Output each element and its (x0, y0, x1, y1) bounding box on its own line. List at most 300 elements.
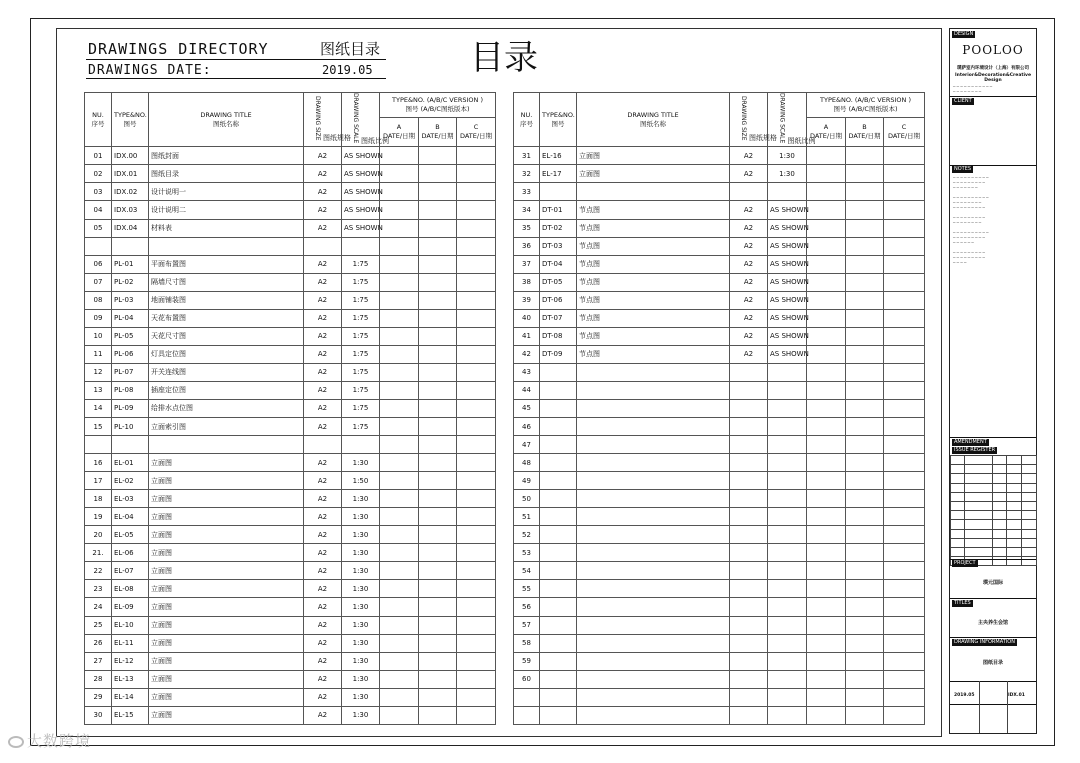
cell-no: 07 (85, 273, 112, 291)
cell-type: PL-09 (112, 399, 149, 417)
cell-type: EL-13 (112, 670, 149, 688)
cell-version-a (807, 616, 846, 634)
cell-size: A2 (730, 165, 768, 183)
cell-no: 43 (514, 363, 540, 381)
cell-title: 隔墙尺寸图 (149, 273, 304, 291)
cell-title (577, 580, 730, 598)
cell-size (730, 706, 768, 724)
cell-scale (768, 562, 807, 580)
cell-no: 10 (85, 327, 112, 345)
cell-scale: 1:75 (342, 309, 380, 327)
table-row (514, 472, 925, 490)
cell-version-a (380, 472, 419, 490)
cell-version-a (807, 634, 846, 652)
cell-version-c (884, 634, 925, 652)
cell-version-c (884, 327, 925, 345)
cell-scale: AS SHOWN (768, 327, 807, 345)
cell-scale: 1:75 (342, 399, 380, 417)
cell-title: 开关连线图 (149, 363, 304, 381)
cell-size (730, 652, 768, 670)
cell-version-a (380, 363, 419, 381)
col-scale: DRAWING SCALE 图纸比例 (342, 93, 380, 147)
cell-version-a (807, 490, 846, 508)
table-row (514, 670, 925, 688)
cell-scale (768, 454, 807, 472)
cell-scale (768, 634, 807, 652)
cell-title (577, 598, 730, 616)
cell-version-b (846, 273, 884, 291)
cell-no: 40 (514, 309, 540, 327)
cell-title: 立面索引图 (149, 418, 304, 436)
cell-version-c (884, 183, 925, 201)
cell-type (540, 634, 577, 652)
cell-no: 48 (514, 454, 540, 472)
client-label: CLIENT (954, 98, 972, 104)
cell-scale: 1:75 (342, 363, 380, 381)
cell-version-c (884, 237, 925, 255)
cell-version-b (846, 544, 884, 562)
cell-size (730, 526, 768, 544)
cell-size: A2 (304, 255, 342, 273)
cell-version-c (884, 309, 925, 327)
cell-type (540, 562, 577, 580)
col-size: DRAWING SIZE 图纸规格 (730, 93, 768, 147)
cell-version-a (807, 598, 846, 616)
cell-title: 图纸封面 (149, 147, 304, 165)
table-row (514, 688, 925, 706)
cell-size: A2 (304, 526, 342, 544)
table-row (514, 562, 925, 580)
cell-scale (768, 183, 807, 201)
cell-version-b (419, 526, 457, 544)
cell-size: A2 (304, 562, 342, 580)
cell-title (577, 616, 730, 634)
cell-version-b (846, 706, 884, 724)
cell-type (540, 652, 577, 670)
cell-scale: AS SHOWN (768, 237, 807, 255)
cell-version-b (846, 219, 884, 237)
cell-version-c (884, 436, 925, 454)
cell-version-c (884, 399, 925, 417)
cell-version-c (457, 670, 496, 688)
cell-scale (768, 490, 807, 508)
cell-size (730, 490, 768, 508)
cell-type (540, 454, 577, 472)
cell-version-b (846, 183, 884, 201)
cell-no: 46 (514, 418, 540, 436)
cell-size: A2 (730, 309, 768, 327)
cell-size (730, 562, 768, 580)
cell-version-b (419, 490, 457, 508)
table-row (85, 147, 496, 165)
cell-title: 立面图 (149, 472, 304, 490)
cell-version-c (884, 381, 925, 399)
cell-title: 立面图 (149, 454, 304, 472)
cell-title: 灯具定位图 (149, 345, 304, 363)
cell-type: EL-15 (112, 706, 149, 724)
cell-version-b (846, 201, 884, 219)
cell-type: DT-01 (540, 201, 577, 219)
cell-title: 立面图 (149, 508, 304, 526)
table-row (514, 201, 925, 219)
cell-scale (768, 381, 807, 399)
cell-type (112, 237, 149, 255)
cell-version-a (807, 183, 846, 201)
cell-no: 14 (85, 399, 112, 417)
cell-no: 18 (85, 490, 112, 508)
cell-no: 33 (514, 183, 540, 201)
cell-version-c (884, 652, 925, 670)
cell-type (540, 399, 577, 417)
cell-type (540, 363, 577, 381)
cell-type (540, 183, 577, 201)
table-row (85, 418, 496, 436)
header-rule (86, 59, 386, 60)
cell-version-b (419, 634, 457, 652)
cell-version-c (457, 562, 496, 580)
cell-version-a (380, 508, 419, 526)
cell-size (730, 670, 768, 688)
cell-scale (768, 418, 807, 436)
cell-no: 02 (85, 165, 112, 183)
cell-scale: AS SHOWN (342, 147, 380, 165)
cell-version-c (457, 526, 496, 544)
cell-version-c (457, 418, 496, 436)
cell-scale (768, 508, 807, 526)
cell-title (577, 688, 730, 706)
cell-no: 32 (514, 165, 540, 183)
table-row (514, 399, 925, 417)
table-row (85, 201, 496, 219)
cell-version-b (419, 436, 457, 454)
cell-scale: 1:75 (342, 255, 380, 273)
cell-version-c (884, 345, 925, 363)
cell-type: DT-03 (540, 237, 577, 255)
col-version: TYPE&NO. (A/B/C VERSION ) 图号 (A/B/C图纸版本) (807, 93, 925, 118)
cell-no: 28 (85, 670, 112, 688)
cell-type (540, 508, 577, 526)
cell-title (577, 634, 730, 652)
cell-title (577, 418, 730, 436)
cell-type: IDX.04 (112, 219, 149, 237)
watermark: 大数跨境 (8, 730, 91, 751)
cell-version-b (846, 237, 884, 255)
cell-no: 11 (85, 345, 112, 363)
cell-no: 23 (85, 580, 112, 598)
cell-version-a (380, 706, 419, 724)
cell-scale: 1:30 (342, 616, 380, 634)
cell-no: 04 (85, 201, 112, 219)
table-row (514, 309, 925, 327)
cell-no: 49 (514, 472, 540, 490)
cell-no: 37 (514, 255, 540, 273)
cell-scale (342, 436, 380, 454)
cell-type: EL-04 (112, 508, 149, 526)
cell-version-a (807, 418, 846, 436)
cell-no (85, 237, 112, 255)
cell-title: 立面图 (149, 670, 304, 688)
cell-scale: AS SHOWN (768, 345, 807, 363)
col-no: NU. 序号 (85, 93, 112, 147)
cell-title: 立面图 (577, 147, 730, 165)
cell-version-b (846, 363, 884, 381)
cell-version-a (807, 201, 846, 219)
cell-type (540, 490, 577, 508)
cell-size: A2 (304, 706, 342, 724)
cell-size (730, 472, 768, 490)
cell-title: 立面图 (149, 598, 304, 616)
cell-type: EL-17 (540, 165, 577, 183)
cell-version-c (457, 544, 496, 562)
cell-version-c (457, 363, 496, 381)
table-row (85, 490, 496, 508)
cell-scale: 1:30 (342, 526, 380, 544)
cell-title: 立面图 (149, 652, 304, 670)
cell-title: 节点图 (577, 237, 730, 255)
cell-scale: 1:50 (342, 472, 380, 490)
table-row (514, 183, 925, 201)
cell-version-a (380, 562, 419, 580)
cell-type: PL-05 (112, 327, 149, 345)
cell-version-c (457, 201, 496, 219)
cell-size (730, 508, 768, 526)
cell-version-b (846, 399, 884, 417)
cell-version-a (380, 381, 419, 399)
cell-version-a (807, 381, 846, 399)
cell-no: 27 (85, 652, 112, 670)
cell-version-a (380, 327, 419, 345)
cell-scale: 1:30 (342, 490, 380, 508)
table-row (514, 508, 925, 526)
cell-no: 09 (85, 309, 112, 327)
cell-no: 39 (514, 291, 540, 309)
cell-title (577, 562, 730, 580)
cell-version-b (419, 688, 457, 706)
cell-version-a (807, 219, 846, 237)
cell-version-c (884, 706, 925, 724)
cell-version-c (457, 436, 496, 454)
col-version-a: A DATE/日期 (807, 117, 846, 147)
cell-version-b (419, 508, 457, 526)
col-title: DRAWING TITLE 图纸名称 (149, 93, 304, 147)
cell-scale (768, 399, 807, 417)
cell-type: DT-08 (540, 327, 577, 345)
cell-no: 60 (514, 670, 540, 688)
table-row (514, 418, 925, 436)
cell-size: A2 (304, 670, 342, 688)
cell-title: 天花布置图 (149, 309, 304, 327)
cell-no: 26 (85, 634, 112, 652)
cell-no: 16 (85, 454, 112, 472)
cell-version-b (419, 255, 457, 273)
cell-title (577, 436, 730, 454)
cell-type: EL-10 (112, 616, 149, 634)
cell-scale: 1:30 (342, 634, 380, 652)
cell-version-b (846, 652, 884, 670)
cell-title: 立面图 (149, 616, 304, 634)
cell-type: DT-05 (540, 273, 577, 291)
cell-title: 插座定位图 (149, 381, 304, 399)
cell-type: PL-07 (112, 363, 149, 381)
cell-no: 25 (85, 616, 112, 634)
cell-no: 13 (85, 381, 112, 399)
cell-type: EL-08 (112, 580, 149, 598)
table-row (514, 634, 925, 652)
table-row (85, 363, 496, 381)
cell-no (514, 706, 540, 724)
cell-version-a (380, 454, 419, 472)
notes-label: NOTES (954, 166, 972, 172)
cell-size (730, 454, 768, 472)
cell-version-c (457, 580, 496, 598)
table-row (85, 598, 496, 616)
col-title: DRAWING TITLE 图纸名称 (577, 93, 730, 147)
cell-size: A2 (304, 363, 342, 381)
col-version-a: A DATE/日期 (380, 117, 419, 147)
cell-version-b (846, 616, 884, 634)
cell-no: 30 (85, 706, 112, 724)
cell-version-c (884, 418, 925, 436)
cell-no: 45 (514, 399, 540, 417)
cell-version-b (846, 508, 884, 526)
cell-scale (342, 237, 380, 255)
cell-type (540, 472, 577, 490)
project-value: 璞元国际 (982, 580, 1003, 586)
cell-no: 44 (514, 381, 540, 399)
drawing-info-label: DRAWING INFORMATION (954, 639, 1015, 645)
cell-size (730, 544, 768, 562)
cell-version-a (380, 147, 419, 165)
cell-type (112, 436, 149, 454)
issue-register-label: ISSUE REGISTER (954, 447, 996, 453)
cell-version-b (846, 327, 884, 345)
cell-version-b (419, 454, 457, 472)
cell-version-a (807, 562, 846, 580)
cell-type: IDX.00 (112, 147, 149, 165)
cell-version-b (846, 562, 884, 580)
table-row (85, 472, 496, 490)
table-row (514, 255, 925, 273)
cell-version-a (380, 291, 419, 309)
cell-no: 29 (85, 688, 112, 706)
cell-type (540, 381, 577, 399)
cell-size: A2 (730, 237, 768, 255)
cell-title: 立面图 (149, 544, 304, 562)
cell-size (730, 634, 768, 652)
cell-version-b (846, 291, 884, 309)
cell-title: 平面布置图 (149, 255, 304, 273)
table-row (514, 327, 925, 345)
col-scale: DRAWING SCALE 图纸比例 (768, 93, 807, 147)
cell-no: 56 (514, 598, 540, 616)
cell-scale: AS SHOWN (768, 219, 807, 237)
cell-scale: AS SHOWN (342, 165, 380, 183)
table-row (85, 309, 496, 327)
col-size: DRAWING SIZE 图纸规格 (304, 93, 342, 147)
cell-version-b (419, 399, 457, 417)
cell-no: 31 (514, 147, 540, 165)
cell-size: A2 (730, 273, 768, 291)
cell-size (730, 616, 768, 634)
cell-title (149, 237, 304, 255)
cell-version-a (380, 183, 419, 201)
cell-version-c (884, 670, 925, 688)
cell-scale: AS SHOWN (342, 201, 380, 219)
cell-type: DT-07 (540, 309, 577, 327)
cell-no: 19 (85, 508, 112, 526)
cell-version-c (884, 490, 925, 508)
cell-no: 06 (85, 255, 112, 273)
cell-size: A2 (304, 165, 342, 183)
cell-title: 节点图 (577, 255, 730, 273)
cell-version-a (380, 201, 419, 219)
cell-type: EL-16 (540, 147, 577, 165)
table-row (514, 652, 925, 670)
cell-no: 51 (514, 508, 540, 526)
cell-version-b (846, 436, 884, 454)
cell-no: 38 (514, 273, 540, 291)
cell-title: 立面图 (149, 562, 304, 580)
cell-scale (768, 544, 807, 562)
table-row (85, 237, 496, 255)
issue-register-grid (950, 455, 1037, 566)
cell-version-c (457, 634, 496, 652)
cell-title (577, 544, 730, 562)
col-version-c: C DATE/日期 (457, 117, 496, 147)
cell-version-c (884, 508, 925, 526)
cell-type (540, 616, 577, 634)
cell-size: A2 (304, 381, 342, 399)
cell-version-b (419, 472, 457, 490)
directory-title-en: DRAWINGS DIRECTORY (88, 40, 269, 58)
cell-version-c (884, 562, 925, 580)
cell-scale: 1:30 (342, 580, 380, 598)
cell-scale: AS SHOWN (768, 273, 807, 291)
cell-size: A2 (304, 490, 342, 508)
cell-version-c (457, 399, 496, 417)
cell-type: DT-09 (540, 345, 577, 363)
cell-version-c (884, 526, 925, 544)
cell-version-c (457, 273, 496, 291)
cell-version-a (380, 616, 419, 634)
cell-type: DT-04 (540, 255, 577, 273)
cell-type: EL-09 (112, 598, 149, 616)
notes-text: ─ ─ ─ ─ ─ ─ ─ ─ ─ ─ ─ ─ ─ ─ ─ ─ ─ ─ ─ ─ ─ ─ ─ ─ ─ ─ ─ ─ ─ ─ ─ ─ ─ ─ ─ ─ ─ ─ ─ ─ ─ ─ ─ ─ ─ ─ ─ ─ ─ ─ ─ ─ ─ ─ ─ ─ ─ ─ ─ ─ ─ ─ ─ ─ ─ ─ ─ ─ ─ ─ ─ ─ ─ ─ ─ ─ ─ ─ ─ ─ ─ ─ ─ ─ ─ ─ ─ ─ ─ ─ ─ ─ ─ ─ ─ ─ ─ ─ ─ ─ ─ ─ ─ ─ ─ ─ ─ ─ ─ ─ ─ ─ ─ ─ ─ ─ ─ (953, 175, 989, 265)
cell-scale (768, 706, 807, 724)
cell-size: A2 (304, 544, 342, 562)
cell-type: PL-06 (112, 345, 149, 363)
cell-version-c (884, 544, 925, 562)
cell-size: A2 (304, 634, 342, 652)
cell-scale (768, 652, 807, 670)
cell-title: 节点图 (577, 273, 730, 291)
table-row (85, 345, 496, 363)
cell-version-c (457, 255, 496, 273)
cell-no (85, 436, 112, 454)
cell-version-a (807, 345, 846, 363)
cell-version-c (884, 291, 925, 309)
design-label: DESIGN (954, 31, 974, 37)
cell-type: IDX.02 (112, 183, 149, 201)
col-type: TYPE&NO. 图号 (540, 93, 577, 147)
cell-version-a (380, 345, 419, 363)
cell-title: 地面铺装图 (149, 291, 304, 309)
cell-version-b (419, 652, 457, 670)
cell-version-c (457, 706, 496, 724)
drawing-name: 图纸目录 (982, 660, 1003, 666)
cell-version-c (884, 273, 925, 291)
cell-version-c (457, 309, 496, 327)
